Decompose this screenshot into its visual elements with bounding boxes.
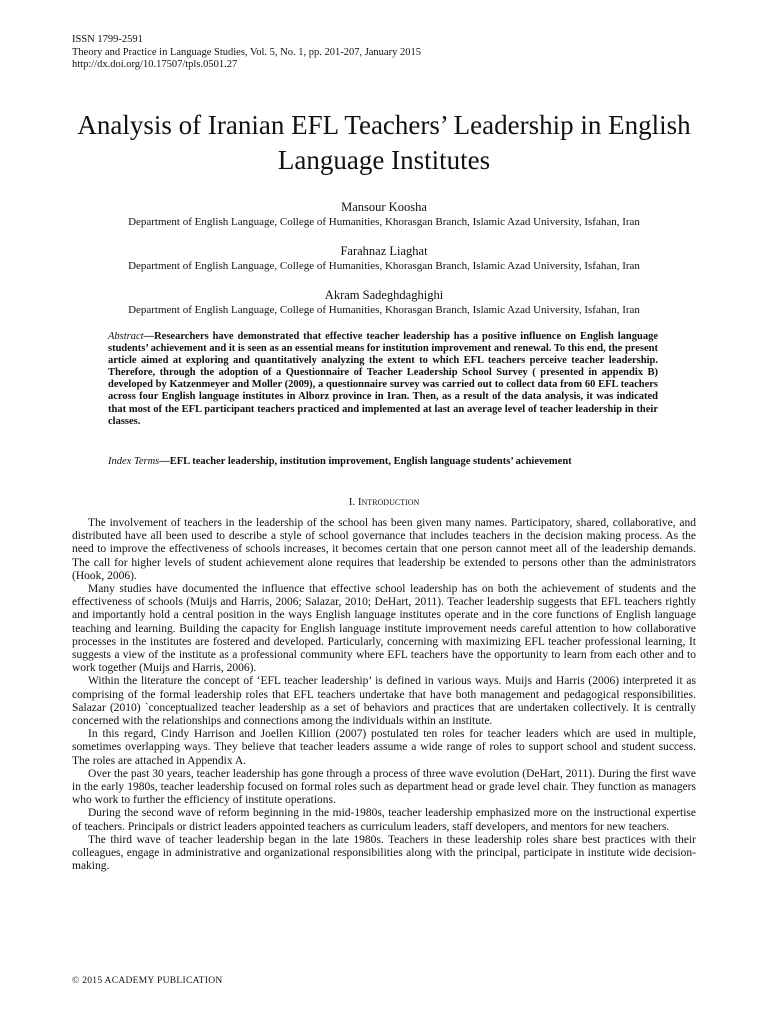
issn-line: ISSN 1799-2591 (72, 34, 143, 45)
section-title-rest: ntroduction (361, 496, 420, 508)
index-terms (108, 456, 668, 468)
abstract-label: Abstract (108, 331, 144, 342)
section-number: I. (348, 496, 358, 508)
author-name: Mansour Koosha (341, 200, 427, 214)
publisher-footer: © 2015 ACADEMY PUBLICATION (72, 976, 223, 986)
paragraph: In this regard, Cindy Harrison and Joellen Killion (2007) postulated ten roles for teacher leaders which are used in multiple, sometimes overlapping ways. They believe that teacher leaders assume a wide range of roles to support school and student success. The roles are attached in Appendix A. (72, 728, 696, 767)
author-block-2 (60, 244, 708, 273)
section-title-initial: I (357, 496, 362, 508)
author-affiliation: Department of English Language, College of Humanities, Khorasgan Branch, Islamic Azad University, Isfahan, Iran (128, 216, 640, 228)
journal-header (72, 34, 421, 72)
section-heading-introduction (0, 496, 768, 509)
index-terms-text: —EFL teacher leadership, institution improvement, English language students’ achievement (159, 456, 572, 467)
author-name: Farahnaz Liaghat (340, 244, 428, 258)
abstract-text: —Researchers have demonstrated that effective teacher leadership has a positive influence on English language students’ achievement and it is seen as an essential means for institution improvement and renewal. To this end, the present article aimed at exploring and quantitatively analyzing the extent to which EFL teachers perceive teacher leadership. Therefore, through the adoption of a Questionnaire of Teacher Leadership School Survey ( presented in appendix B) developed by Katzenmeyer and Moller (2009), a questionnaire survey was carried out to collect data from 60 EFL teachers across four English language institutes in Alborz province in Iran. Then, as a result of the data analysis, it was indicated that most of the EFL participant teachers practiced and implemented at last an average level of teacher leadership in their classes. (108, 331, 659, 427)
paper-title: Analysis of Iranian EFL Teachers’ Leadership in English Language Institutes (77, 110, 691, 175)
abstract (108, 331, 658, 428)
doi-link[interactable]: http://dx.doi.org/10.17507/tpls.0501.27 (72, 59, 238, 70)
author-affiliation: Department of English Language, College of Humanities, Khorasgan Branch, Islamic Azad University, Isfahan, Iran (128, 260, 640, 272)
paragraph: The involvement of teachers in the leadership of the school has been given many names. Participatory, shared, collaborative, and distributed have all been used to describe a style of school governance that includes teachers in the decision making process. As the need to improve the effectiveness of schools increases, it becomes certain that one person cannot meet all of the leadership demands. The call for higher levels of student achievement alone requires that leadership be extended to persons other than the administrators (Hook, 2006). (72, 517, 696, 582)
journal-citation-line: Theory and Practice in Language Studies, Vol. 5, No. 1, pp. 201-207, January 2015 (72, 46, 421, 58)
paragraph: Over the past 30 years, teacher leadership has gone through a process of three wave evolution (DeHart, 2011). During the first wave in the early 1980s, teacher leadership focused on formal roles such as department head or grade level chair. They function as managers who work to further the efficiency of institute operations. (72, 767, 696, 807)
author-name: Akram Sadeghdaghighi (324, 288, 444, 302)
paragraph: Within the literature the concept of ‘EFL teacher leadership’ is defined in various ways. Muijs and Harris (2006) interpreted it as comprising of the formal leadership roles that EFL teachers undertake that have both management and pedagogical responsibilities. Salazar (2010) `conceptualized teacher leadership as a set of behaviors and practices that are undertaken collectively. It is centrally concerned with the relationships and connections among the individuals within an institute. (72, 675, 696, 728)
index-terms-label: Index Terms (108, 456, 160, 467)
paragraph: The third wave of teacher leadership began in the late 1980s. Teachers in these leadership roles share best practices with their colleagues, engage in administrative and organizational responsibilities along with the principal, participate in institute wide decision-making. (72, 833, 696, 873)
paragraph: During the second wave of reform beginning in the mid-1980s, teacher leadership emphasized more on the instructional expertise of teachers. Principals or district leaders appointed teachers as curriculum leaders, staff developers, and mentors for new teachers. (72, 807, 696, 833)
author-block-3 (60, 288, 708, 317)
introduction-body (72, 517, 696, 873)
paragraph: Many studies have documented the influence that effective school leadership has on both the achievement of students and the effectiveness of schools (Muijs and Harris, 2006; Salazar, 2010; DeHart, 2011). Teacher leadership suggests that EFL teachers rightly and importantly hold a central position in the ways English language institutes operate and in the core functions of English language teaching and learning. Building the capacity for English language institute improvement needs careful attention to how collaborative processes in the institutes are fostered and developed. Particularly, concerning with maximizing EFL teacher professional learning, It suggests a view of the institute as a professional community where EFL teachers have the opportunity to learn from each other and to work together (Muijs and Harris, 2006). (72, 583, 696, 675)
author-affiliation: Department of English Language, College of Humanities, Khorasgan Branch, Islamic Azad University, Isfahan, Iran (128, 304, 640, 316)
author-block-1 (60, 200, 708, 229)
